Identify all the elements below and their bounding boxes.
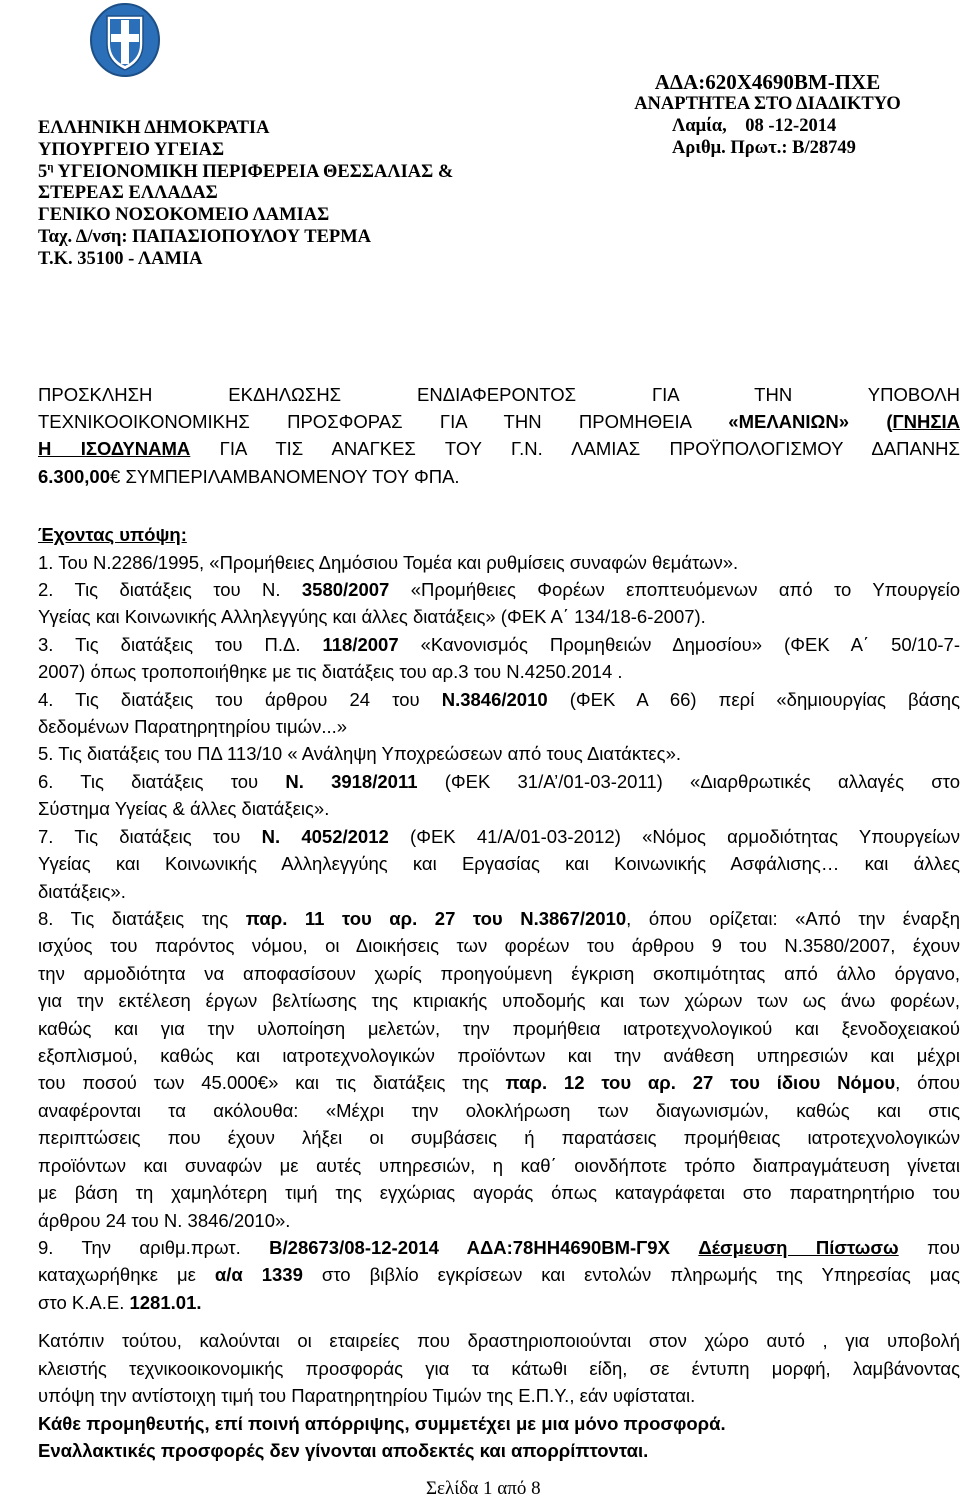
- title-line: [38, 465, 960, 489]
- title-paren: (: [849, 411, 893, 432]
- text-line: άρθρου 24 του Ν. 3846/2010».: [38, 1210, 291, 1231]
- text-line: με βάση τη χαμηλότερη τιμή της εγχώριας αγοράς όπως καταγράφεται στο παρατηρητήριο του: [38, 1182, 960, 1203]
- title-equivalent: Η ΙΣΟΔΥΝΑΜΑ: [38, 438, 191, 459]
- title-line: ΠΡΟΣΚΛΗΣΗ ΕΚΔΗΛΩΣΗΣ ΕΝΔΙΑΦΕΡΟΝΤΟΣ ΓΙΑ ΤΗΝ ΥΠΟΒΟΛΗ: [38, 384, 960, 405]
- posted-online-label: ΑΝΑΡΤΗΤΕΑ ΣΤΟ ΔΙΑΔΙΚΤΥΟ: [634, 94, 901, 114]
- coat-of-arms-icon: [89, 2, 161, 78]
- text-line: εξοπλισμού, καθώς και ιατροτεχνολογικών προϊόντων και την ανάθεση υπηρεσιών και μέχρι: [38, 1045, 960, 1066]
- heading-text: Έχοντας υπόψη:: [38, 524, 187, 545]
- issuer-line: [38, 162, 453, 184]
- text-line: του ποσού των 45.000€» και τις διατάξεις της παρ. 12 του αρ. 27 του ίδιου Νόμου, όπου: [38, 1072, 960, 1093]
- place: Λαμία,: [672, 115, 727, 136]
- text-line: στο Κ.Α.Ε. 1281.01.: [38, 1292, 202, 1313]
- issuer-line: ΓΕΝΙΚΟ ΝΟΣΟΚΟΜΕΙΟ ΛΑΜΙΑΣ: [38, 205, 330, 226]
- title-text: ΣΥΜΠΕΡΙΛΑΜΒΑΝΟΜΕΝΟΥ ΤΟΥ ΦΠΑ.: [120, 466, 460, 487]
- bold-notice: Εναλλακτικές προσφορές δεν γίνονται αποδεκτές και απορρίπτονται.: [38, 1440, 649, 1461]
- protocol-label: Αριθμ. Πρωτ.:: [672, 137, 788, 158]
- title-text: ΤΕΧΝΙΚΟΟΙΚΟΝΟΜΙΚΗΣ ΠΡΟΣΦΟΡΑΣ ΓΙΑ ΤΗΝ ΠΡΟΜΗΘΕΙΑ: [38, 411, 729, 432]
- issuer-region-text: ΥΓΕΙΟΝΟΜΙΚΗ ΠΕΡΙΦΕΡΕΙΑ ΘΕΣΣΑΛΙΑΣ &: [57, 161, 454, 182]
- text-line: 9. Την αριθμ.πρωτ. Β/28673/08-12-2014 ΑΔΑ:78ΗΗ4690ΒΜ-Γ9Χ Δέσμευση Πίστωσω που: [38, 1237, 960, 1258]
- text-line: 7. Τις διατάξεις του Ν. 4052/2012 (ΦΕΚ 41/Α/01-03-2012) «Νόμος αρμοδιότητας Υπουργείων: [38, 826, 960, 847]
- title-text: ΓΙΑ ΤΙΣ ΑΝΑΓΚΕΣ ΤΟΥ Γ.Ν. ΛΑΜΙΑΣ ΠΡΟΫΠΟΛΟΓΙΣΜΟΥ ΔΑΠΑΝΗΣ: [190, 438, 960, 459]
- text-line: την αρμοδιότητα να αποφασίσουν χωρίς προηγούμενη έγκριση σκοπιμότητας από άλλο όργανο,: [38, 963, 960, 984]
- text-line: κλειστής τεχνικοοικονομικής προσφοράς για τα κάτωθι είδη, σε έντυπη μορφή, λαμβάνοντας: [38, 1358, 960, 1379]
- text-line: 3. Τις διατάξεις του Π.Δ. 118/2007 «Κανονισμός Προμηθειών Δημοσίου» (ΦΕΚ Α΄ 50/10-7-: [38, 634, 960, 655]
- issuer-line: ΕΛΛΗΝΙΚΗ ΔΗΜΟΚΡΑΤΙΑ: [38, 118, 270, 138]
- page-number: Σελίδα 1 από 8: [426, 1478, 541, 1499]
- greek-coat-of-arms-emblem: [89, 2, 161, 78]
- text-line: 2007) όπως τροποποιήθηκε με τις διατάξεις του αρ.3 του Ν.4250.2014 .: [38, 661, 623, 682]
- issuer-line: Τ.Κ. 35100 - ΛΑΜΙΑ: [38, 248, 203, 269]
- date-line: [600, 116, 935, 138]
- text-line: καθώς και για την υλοποίηση μελετών, την προμήθεια ιατροτεχνολογικού και ξενοδοχειακού: [38, 1018, 960, 1039]
- protocol-line: [600, 138, 935, 160]
- considering-heading: [38, 523, 960, 547]
- title-line: [38, 410, 960, 434]
- title-line: [38, 437, 960, 461]
- text-line: 5. Τις διατάξεις του ΠΔ 113/10 « Ανάληψη Υποχρεώσεων από τους Διατάκτες».: [38, 743, 682, 764]
- issuer-block: [38, 118, 453, 271]
- title-product: «ΜΕΛΑΝΙΩΝ»: [728, 411, 850, 432]
- issuer-line: ΣΤΕΡΕΑΣ ΕΛΛΑΔΑΣ: [38, 183, 218, 204]
- text-line: 2. Τις διατάξεις του Ν. 3580/2007 «Προμήθειες Φορέων εποπτευόμενων από το Υπουργείο: [38, 579, 960, 600]
- protocol-number: Β/28749: [792, 137, 856, 158]
- date: 08 -12-2014: [745, 115, 837, 136]
- text-line: 1. Του Ν.2286/1995, «Προμήθειες Δημόσιου Τομέα και ρυθμίσεις συναφών θεμάτων».: [38, 552, 739, 573]
- text-line: αναφέρονται τα ακόλουθα: «Μέχρι την ολοκλήρωση των διαγωνισμών, καθώς και στις: [38, 1100, 960, 1121]
- ada-code: ΑΔΑ:620Χ4690ΒΜ-ΠΧΕ: [654, 70, 881, 94]
- title-amount: 6.300,00: [38, 466, 111, 487]
- issuer-line: ΥΠΟΥΡΓΕΙΟ ΥΓΕΙΑΣ: [38, 139, 225, 160]
- text-line: περιπτώσεις που έχουν λήξει οι συμβάσεις ή παρατάσεις προμήθειας ιατροτεχνολογικών: [38, 1127, 960, 1148]
- bold-notice: Κάθε προμηθευτής, επί ποινή απόρριψης, συμμετέχει με μια μόνο προσφορά.: [38, 1413, 726, 1434]
- text-line: υπόψη την αντίστοιχη τιμή του Παρατηρητηρίου Τιμών της Ε.Π.Υ., εάν υφίσταται.: [38, 1385, 696, 1406]
- text-line: ισχύος του παρόντος νόμου, οι Διοικήσεις των φορέων του άρθρου 9 του Ν.3580/2007, έχουν: [38, 935, 960, 956]
- ada-block: [600, 70, 935, 159]
- text-line: 6. Τις διατάξεις του Ν. 3918/2011 (ΦΕΚ 31/Α’/01-03-2011) «Διαρθρωτικές αλλαγές στο: [38, 771, 960, 792]
- text-line: Σύστημα Υγείας & άλλες διατάξεις».: [38, 798, 330, 819]
- euro-sign: €: [110, 466, 121, 487]
- issuer-line: Ταχ. Δ/νση: ΠΑΠΑΣΙΟΠΟΥΛΟΥ ΤΕΡΜΑ: [38, 226, 372, 247]
- text-line: 4. Τις διατάξεις του άρθρου 24 του Ν.3846/2010 (ΦΕΚ Α 66) περί «δημιουργίας βάσης: [38, 689, 960, 710]
- region-number: 5: [38, 161, 48, 182]
- region-sup: η: [47, 160, 54, 173]
- text-line: καταχωρήθηκε με α/α 1339 στο βιβλίο εγκρίσεων και εντολών πληρωμής της Υπηρεσίας μας: [38, 1264, 960, 1285]
- text-line: για την εκτέλεση έργων βελτίωσης της κτιριακής υποδομής και των χώρων των ως άνω φορέων,: [38, 990, 960, 1011]
- text-line: Κατόπιν τούτου, καλούνται οι εταιρείες που δραστηριοποιούνται στον χώρο αυτό , για υποβολή: [38, 1330, 960, 1351]
- text-line: δεδομένων Παρατηρητηρίου τιμών...»: [38, 716, 348, 737]
- text-line: Υγείας και Κοινωνικής Αλληλεγγύης και Εργασίας και Κοινωνικής Ασφάλισης… και άλλες: [38, 853, 960, 874]
- title-genuine: ΓΝΗΣΙΑ: [892, 411, 960, 432]
- text-line: Υγείας και Κοινωνικής Αλληλεγγύης και άλλες διατάξεις» (ΦΕΚ Α΄ 134/18-6-2007).: [38, 606, 706, 627]
- text-line: διατάξεις».: [38, 881, 126, 902]
- text-line: 8. Τις διατάξεις της παρ. 11 του αρ. 27 του Ν.3867/2010, όπου ορίζεται: «Από την έναρξη: [38, 908, 960, 929]
- text-line: προϊόντων και συναφών με αυτές υπηρεσιών, η καθ΄ οιονδήποτε τρόπο διαπραγμάτευση γίνεται: [38, 1155, 960, 1176]
